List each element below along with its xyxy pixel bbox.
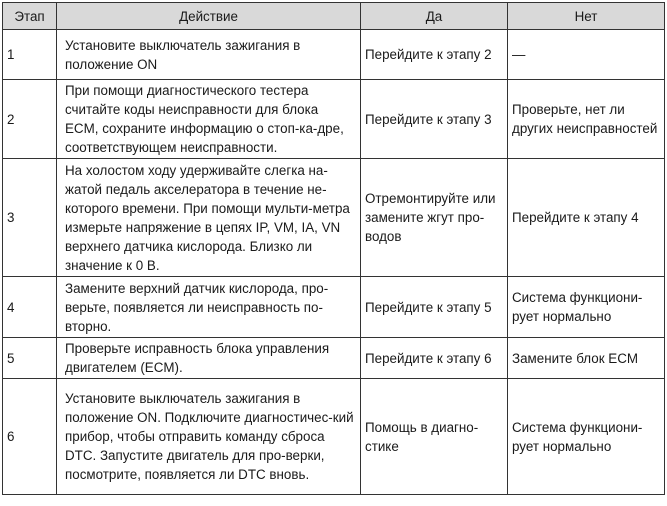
- no-result: Система функциони-рует нормально: [508, 277, 665, 338]
- table-row: [3, 338, 665, 379]
- yes-result: Перейдите к этапу 5: [361, 277, 508, 338]
- step-number: 1: [3, 30, 57, 80]
- table-row: [3, 277, 665, 338]
- step-number: 4: [3, 277, 57, 338]
- no-result: Перейдите к этапу 4: [508, 159, 665, 277]
- header-action: Действие: [57, 3, 361, 30]
- diagnostic-steps-table: [2, 2, 665, 495]
- action-text: На холостом ходу удерживайте слегка на-жатой педаль акселератора в течение не-которого времени. При помощи мульти-метра измерьте напряжение в цепях IP, VM, IA, VN верхнего датчика кислорода. Близко ли значение к 0 В.: [57, 159, 361, 277]
- step-number: 3: [3, 159, 57, 277]
- table-row: [3, 379, 665, 495]
- header-step: Этап: [3, 3, 57, 30]
- yes-result: Помощь в диагно-стике: [361, 379, 508, 495]
- table-header-row: [3, 3, 665, 30]
- table-row: [3, 80, 665, 159]
- table-row: [3, 30, 665, 80]
- step-number: 6: [3, 379, 57, 495]
- table-row: [3, 159, 665, 277]
- action-text: Проверьте исправность блока управления двигателем (ECM).: [57, 338, 361, 379]
- header-yes: Да: [361, 3, 508, 30]
- no-result: Система функциони-рует нормально: [508, 379, 665, 495]
- action-text: Установите выключатель зажигания в положение ON. Подключите диагностичес-кий прибор, чтобы отправить команду сброса DTC. Запустите двигатель для про-верки, посмотрите, появляется ли DTC вновь.: [57, 379, 361, 495]
- action-text: При помощи диагностического тестера считайте коды неисправности для блока ECM, сохраните информацию о стоп-ка-дре, соответствующем неисправности.: [57, 80, 361, 159]
- action-text: Установите выключатель зажигания в положение ON: [57, 30, 361, 80]
- step-number: 2: [3, 80, 57, 159]
- action-text: Замените верхний датчик кислорода, про-верьте, появляется ли неисправность по-вторно.: [57, 277, 361, 338]
- yes-result: Отремонтируйте или замените жгут про-водов: [361, 159, 508, 277]
- no-result: Замените блок ECM: [508, 338, 665, 379]
- yes-result: Перейдите к этапу 2: [361, 30, 508, 80]
- yes-result: Перейдите к этапу 3: [361, 80, 508, 159]
- yes-result: Перейдите к этапу 6: [361, 338, 508, 379]
- no-result: —: [508, 30, 665, 80]
- no-result: Проверьте, нет ли других неисправностей: [508, 80, 665, 159]
- step-number: 5: [3, 338, 57, 379]
- header-no: Нет: [508, 3, 665, 30]
